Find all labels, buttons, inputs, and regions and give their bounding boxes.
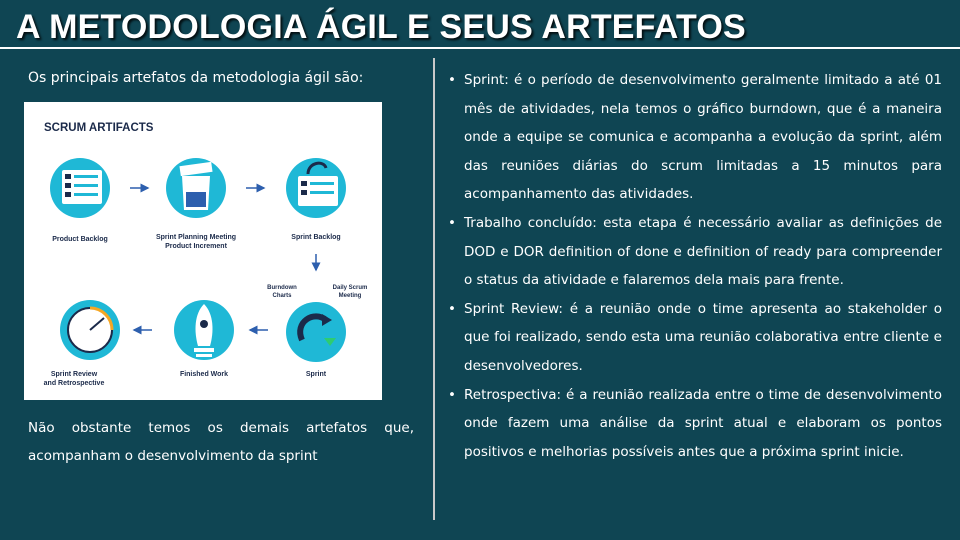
conclusion-text: Não obstante temos os demais artefatos que, acompanham o desenvolvimento da sprint bbox=[28, 420, 414, 464]
bullet-retrospectiva: • Retrospectiva: é a reunião realizada entre o time de desenvolvimento onde fazem uma análise da sprint atual e elaboram os pontos positivos e melhorias possíveis antes que a próxima sprint inicie. bbox=[446, 381, 942, 467]
burndown-label-2: Charts bbox=[272, 293, 292, 299]
sprint-label: Sprint bbox=[305, 371, 327, 378]
gauge-icon bbox=[60, 300, 120, 360]
sprint-planning-icon bbox=[166, 158, 226, 218]
bullet-trabalho-concluido: • Trabalho concluído: esta etapa é necessário avaliar as definições de DOD e DOR definition of done e definition of ready para compreender o status da atividade e falaremos dela mais para frente. bbox=[446, 209, 942, 295]
sprint-cycle-icon bbox=[286, 302, 346, 362]
product-backlog-icon bbox=[50, 158, 110, 218]
intro-text: Os principais artefatos da metodologia ágil são: bbox=[28, 70, 364, 86]
burndown-label: Burndown bbox=[267, 285, 297, 291]
column-divider bbox=[433, 58, 435, 520]
retrospective-label: and Retrospective bbox=[43, 380, 105, 387]
title-underline bbox=[0, 47, 960, 49]
daily-scrum-label-2: Meeting bbox=[338, 293, 362, 299]
finished-work-label: Finished Work bbox=[179, 371, 229, 378]
sprint-backlog-label: Sprint Backlog bbox=[291, 234, 341, 241]
bullet-sprint: • Sprint: é o período de desenvolvimento geralmente limitado a até 01 mês de atividades, nela temos o gráfico burndown, que é a maneira onde a equipe se comunica e acompanha a evolução da sprint, além das reuniões diárias do scrum limitadas a 15 minutos para acompanhamento das atividades. bbox=[446, 66, 942, 209]
scrum-artifacts-diagram bbox=[24, 102, 382, 400]
sprint-backlog-icon bbox=[286, 158, 346, 218]
product-increment-label: Product Increment bbox=[165, 243, 227, 250]
sprint-planning-label: Sprint Planning Meeting bbox=[155, 234, 237, 241]
scrum-diagram-svg bbox=[24, 102, 382, 400]
slide-title: A METODOLOGIA ÁGIL E SEUS ARTEFATOS bbox=[16, 8, 746, 46]
daily-scrum-label: Daily Scrum bbox=[332, 285, 368, 291]
sprint-review-label: Sprint Review bbox=[50, 371, 98, 378]
rocket-icon bbox=[174, 300, 234, 360]
artifact-bullet-list bbox=[446, 66, 942, 466]
diagram-heading: SCRUM ARTIFACTS bbox=[44, 122, 154, 134]
bullet-sprint-review: • Sprint Review: é a reunião onde o time apresenta ao stakeholder o que foi realizado, sendo esta uma reunião colaborativa entre cliente e desenvolvedores. bbox=[446, 295, 942, 381]
product-backlog-label: Product Backlog bbox=[52, 236, 108, 243]
